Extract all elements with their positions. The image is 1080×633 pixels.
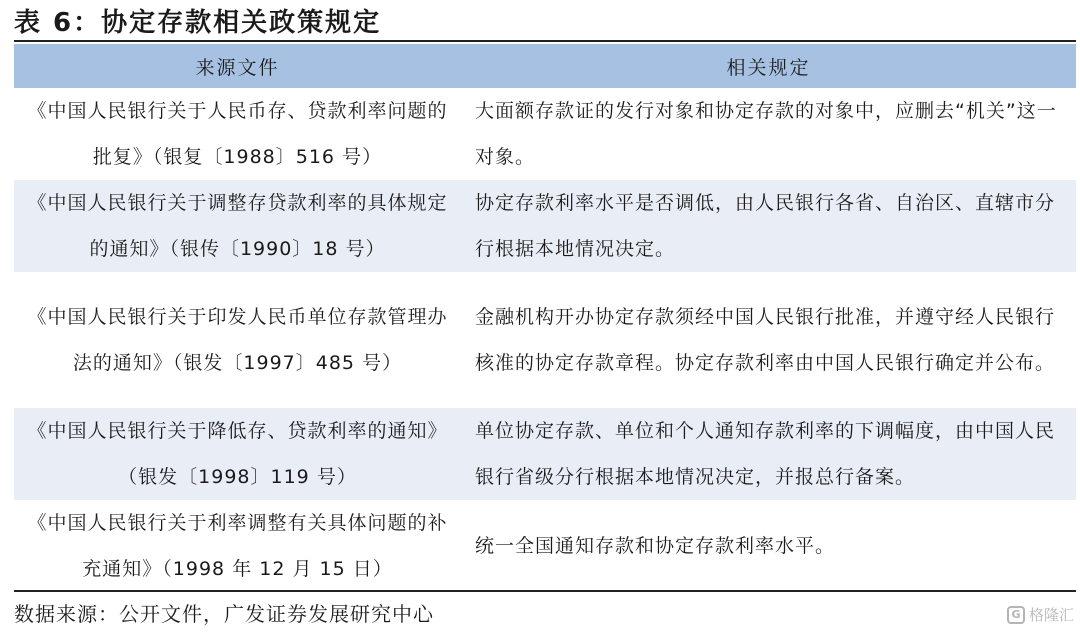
provision-cell: 协定存款利率水平是否调低，由人民银行各省、自治区、直辖市分行根据本地情况决定。 <box>461 180 1076 272</box>
table-row <box>14 500 1076 592</box>
policy-table <box>14 44 1076 592</box>
table-title: 表 6：协定存款相关政策规定 <box>14 8 382 38</box>
title-divider <box>14 40 1076 42</box>
column-header-source: 来源文件 <box>14 44 461 88</box>
watermark-text: 格隆汇 <box>1028 606 1074 624</box>
watermark-logo-icon: G <box>1007 606 1025 624</box>
watermark <box>1007 604 1074 625</box>
table-row <box>14 408 1076 500</box>
table-bottom-divider <box>14 590 1076 592</box>
data-source-note: 数据来源：公开文件，广发证券发展研究中心 <box>14 602 434 626</box>
table-row <box>14 88 1076 180</box>
provision-cell: 金融机构开办协定存款须经中国人民银行批准，并遵守经人民银行核准的协定存款章程。协定存款利率由中国人民银行确定并公布。 <box>475 306 1056 374</box>
table-row <box>14 272 1076 408</box>
provision-cell: 单位协定存款、单位和个人通知存款利率的下调幅度，由中国人民银行省级分行根据本地情况决定，并报总行备案。 <box>461 408 1076 500</box>
source-document-cell: 《中国人民银行关于降低存、贷款利率的通知》（银发〔1998〕119 号） <box>14 408 461 500</box>
source-document-cell: 《中国人民银行关于调整存贷款利率的具体规定的通知》（银传〔1990〕18 号） <box>14 180 461 272</box>
provision-cell: 大面额存款证的发行对象和协定存款的对象中，应删去“机关”这一对象。 <box>475 100 1057 168</box>
source-document-cell: 《中国人民银行关于利率调整有关具体问题的补充通知》（1998 年 12 月 15 日） <box>27 512 448 580</box>
provision-cell: 统一全国通知存款和协定存款利率水平。 <box>475 535 836 557</box>
source-document-cell: 《中国人民银行关于人民币存、贷款利率问题的批复》（银复〔1988〕516 号） <box>27 100 448 168</box>
table-row <box>14 180 1076 272</box>
column-header-provision: 相关规定 <box>461 44 1076 88</box>
table-header-row <box>14 44 1076 88</box>
source-document-cell: 《中国人民银行关于印发人民币单位存款管理办法的通知》（银发〔1997〕485 号） <box>27 306 448 374</box>
